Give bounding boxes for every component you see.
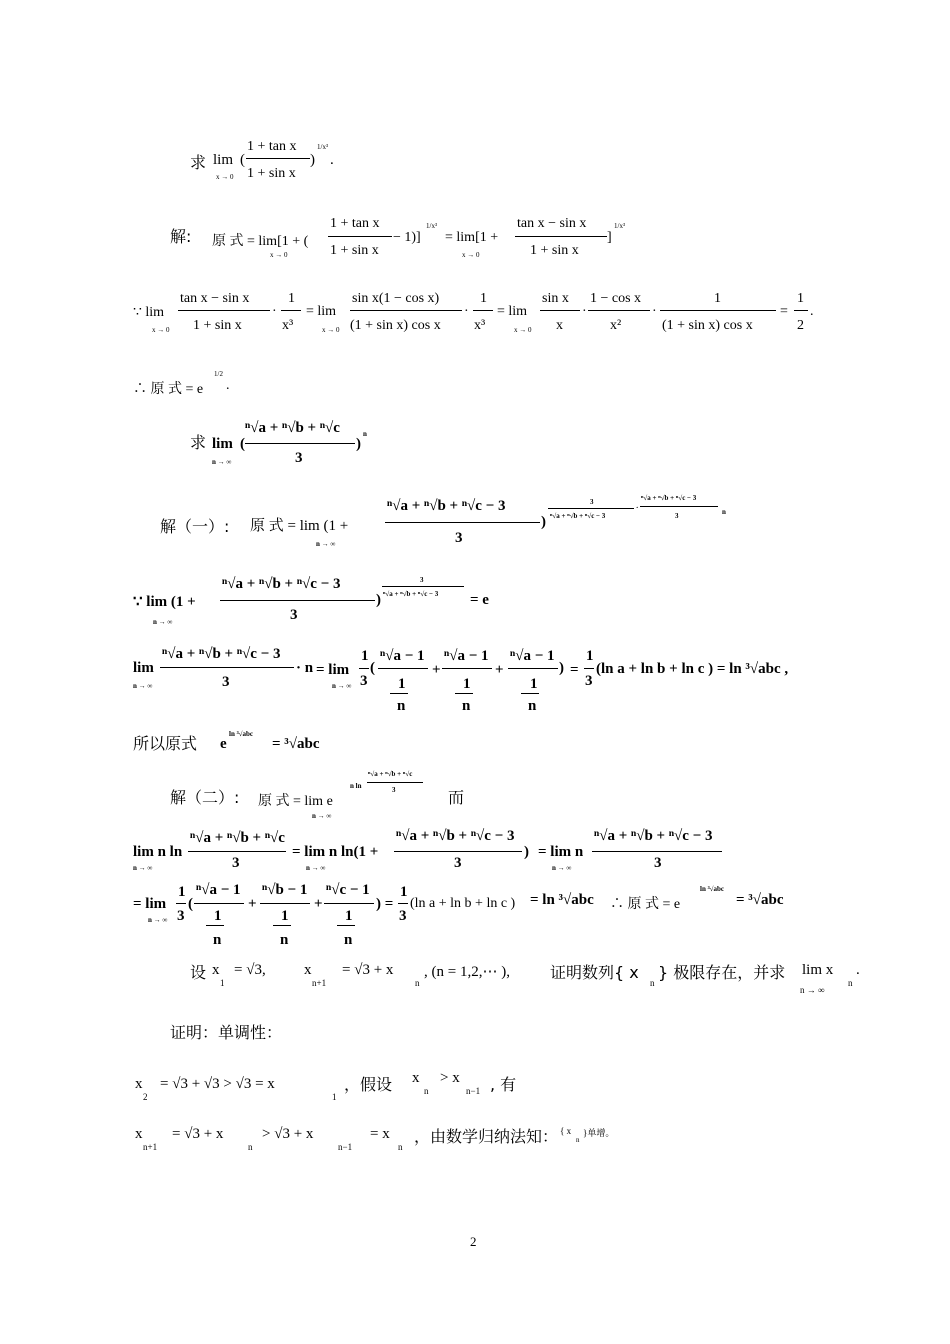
numerator: 1 + tan x — [247, 139, 297, 154]
solution-label: 解: — [170, 227, 192, 246]
lim: lim — [213, 152, 234, 168]
page-number: 2 — [470, 1234, 477, 1249]
solution-1-label: 解（一）: — [160, 517, 230, 536]
problem-1-label: 求 — [190, 153, 207, 172]
lim-sub: x → 0 — [216, 173, 234, 181]
denominator: 1 + sin x — [247, 166, 296, 181]
problem-2-label: 求 — [190, 433, 207, 452]
solution-2-label: 解（二）: — [170, 788, 240, 807]
exponent: 1/x³ — [317, 143, 329, 151]
